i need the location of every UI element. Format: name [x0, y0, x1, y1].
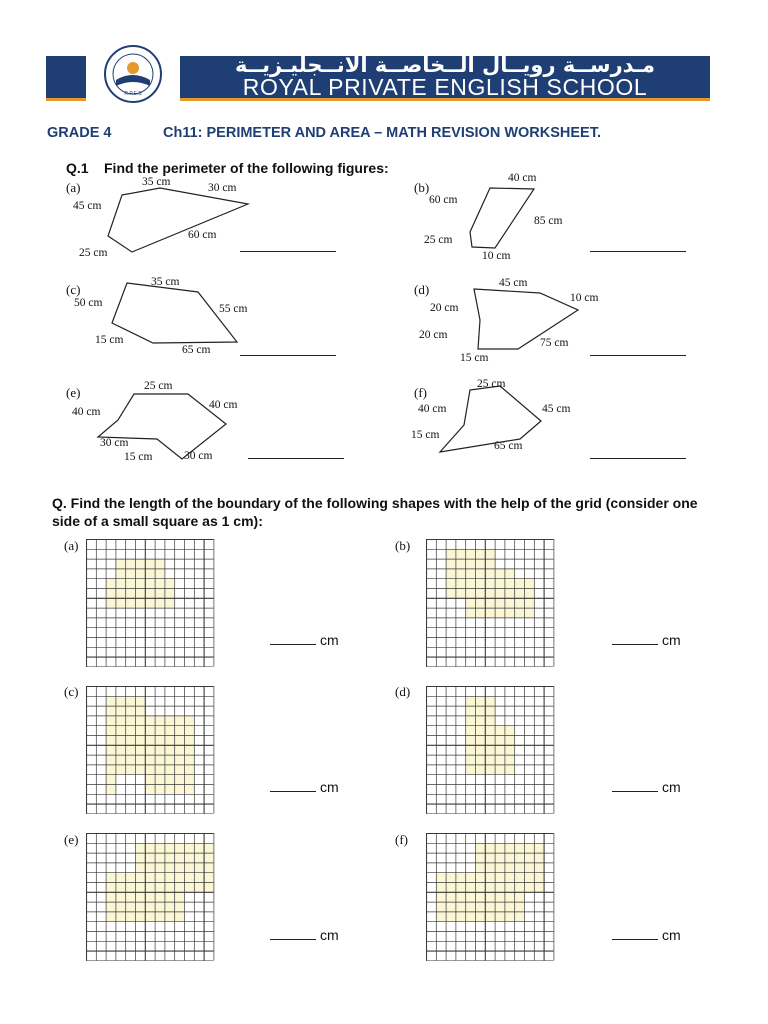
shaded-region	[115, 559, 164, 579]
svg-text:R.P.E.S: R.P.E.S	[124, 91, 142, 97]
shaded-region	[135, 843, 213, 872]
measurement-label: 60 cm	[429, 194, 458, 206]
measurement-label: 40 cm	[508, 172, 537, 184]
grid-answer-c[interactable]	[270, 779, 339, 795]
polygon-figure-b	[470, 188, 534, 248]
unit-label: cm	[662, 927, 681, 943]
question-2-heading: Q. Find the length of the boundary of the following shapes with the help of the grid (consider one side of a small square as 1 cm):	[52, 495, 698, 529]
shaded-region	[465, 696, 494, 725]
measurement-label: 40 cm	[209, 399, 238, 411]
measurement-label: 65 cm	[494, 440, 523, 452]
grade-label: GRADE 4	[47, 125, 112, 141]
measurement-label: 25 cm	[144, 380, 173, 392]
measurement-label: 35 cm	[142, 176, 171, 188]
answer-line-c[interactable]	[240, 355, 336, 356]
measurement-label: 85 cm	[534, 215, 563, 227]
measurement-label: 15 cm	[411, 429, 440, 441]
figure-label-a: (a)	[66, 180, 81, 195]
measurement-label: 35 cm	[151, 276, 180, 288]
question-prompt: Find the perimeter of the following figures:	[104, 160, 389, 176]
grid-label-a: (a)	[64, 538, 79, 553]
grid-answer-a[interactable]	[270, 632, 339, 648]
perimeter-figures	[0, 0, 768, 480]
measurement-label: 15 cm	[95, 334, 124, 346]
measurement-label: 20 cm	[430, 302, 459, 314]
answer-line-f[interactable]	[590, 458, 686, 459]
measurement-label: 75 cm	[540, 337, 569, 349]
measurement-label: 45 cm	[73, 200, 102, 212]
measurement-label: 40 cm	[72, 406, 101, 418]
unit-label: cm	[320, 632, 339, 648]
grid-label-d: (d)	[395, 684, 411, 699]
grid-label-f: (f)	[395, 832, 408, 847]
figure-label-b: (b)	[414, 180, 430, 195]
measurement-label: 25 cm	[79, 247, 108, 259]
grid-figure-f	[426, 833, 596, 961]
question-number: Q.1	[66, 160, 89, 176]
shaded-region	[465, 725, 514, 774]
answer-blank[interactable]	[270, 791, 316, 792]
polygon-figure-a	[108, 188, 248, 252]
measurement-label: 45 cm	[542, 403, 571, 415]
measurement-label: 55 cm	[219, 303, 248, 315]
measurement-label: 15 cm	[460, 352, 489, 364]
measurement-label: 10 cm	[570, 292, 599, 304]
unit-label: cm	[320, 779, 339, 795]
grid-answer-e[interactable]	[270, 927, 339, 943]
figure-label-f: (f)	[414, 385, 427, 400]
grid-label-c: (c)	[64, 684, 79, 699]
measurement-label: 30 cm	[100, 437, 129, 449]
shaded-region	[446, 549, 495, 569]
shaded-region	[145, 715, 194, 793]
unit-label: cm	[662, 632, 681, 648]
worksheet-title: Ch11: PERIMETER AND AREA – MATH REVISION WORKSHEET.	[163, 125, 601, 141]
measurement-label: 25 cm	[477, 378, 506, 390]
measurement-label: 20 cm	[419, 329, 448, 341]
answer-line-a[interactable]	[240, 251, 336, 252]
answer-blank[interactable]	[612, 939, 658, 940]
school-name-english: ROYAL PRIVATE ENGLISH SCHOOL	[242, 74, 648, 100]
measurement-label: 50 cm	[74, 297, 103, 309]
measurement-label: 10 cm	[482, 250, 511, 262]
measurement-label: 30 cm	[184, 450, 213, 462]
shaded-region	[106, 696, 145, 774]
figure-label-c: (c)	[66, 282, 81, 297]
grid-figure-c	[86, 686, 256, 814]
shaded-region	[436, 872, 475, 921]
answer-blank[interactable]	[612, 644, 658, 645]
figure-label-e: (e)	[66, 385, 81, 400]
shaded-region	[446, 578, 534, 598]
unit-label: cm	[662, 779, 681, 795]
school-name-arabic: مـدرســة رويــال الــخاصــة الانــجليـزيــة	[235, 53, 655, 77]
grid-label-b: (b)	[395, 538, 411, 553]
measurement-label: 45 cm	[499, 277, 528, 289]
answer-line-d[interactable]	[590, 355, 686, 356]
shaded-region	[106, 774, 116, 794]
answer-line-b[interactable]	[590, 251, 686, 252]
grid-figure-a	[86, 539, 256, 667]
unit-label: cm	[320, 927, 339, 943]
measurement-label: 30 cm	[208, 182, 237, 194]
answer-blank[interactable]	[270, 939, 316, 940]
answer-blank[interactable]	[270, 644, 316, 645]
grid-answer-d[interactable]	[612, 779, 681, 795]
grid-answer-f[interactable]	[612, 927, 681, 943]
answer-blank[interactable]	[612, 791, 658, 792]
figure-label-d: (d)	[414, 282, 430, 297]
grid-figure-d	[426, 686, 596, 814]
grid-figure-b	[426, 539, 596, 667]
measurement-label: 65 cm	[182, 344, 211, 356]
answer-line-e[interactable]	[248, 458, 344, 459]
measurement-label: 40 cm	[418, 403, 447, 415]
measurement-label: 15 cm	[124, 451, 153, 463]
polygon-figure-f	[440, 386, 541, 452]
measurement-label: 25 cm	[424, 234, 453, 246]
shaded-region	[475, 892, 524, 921]
measurement-label: 60 cm	[188, 229, 217, 241]
grid-answer-b[interactable]	[612, 632, 681, 648]
grid-figure-e	[86, 833, 256, 961]
grid-label-e: (e)	[64, 832, 79, 847]
shaded-region	[106, 872, 214, 892]
